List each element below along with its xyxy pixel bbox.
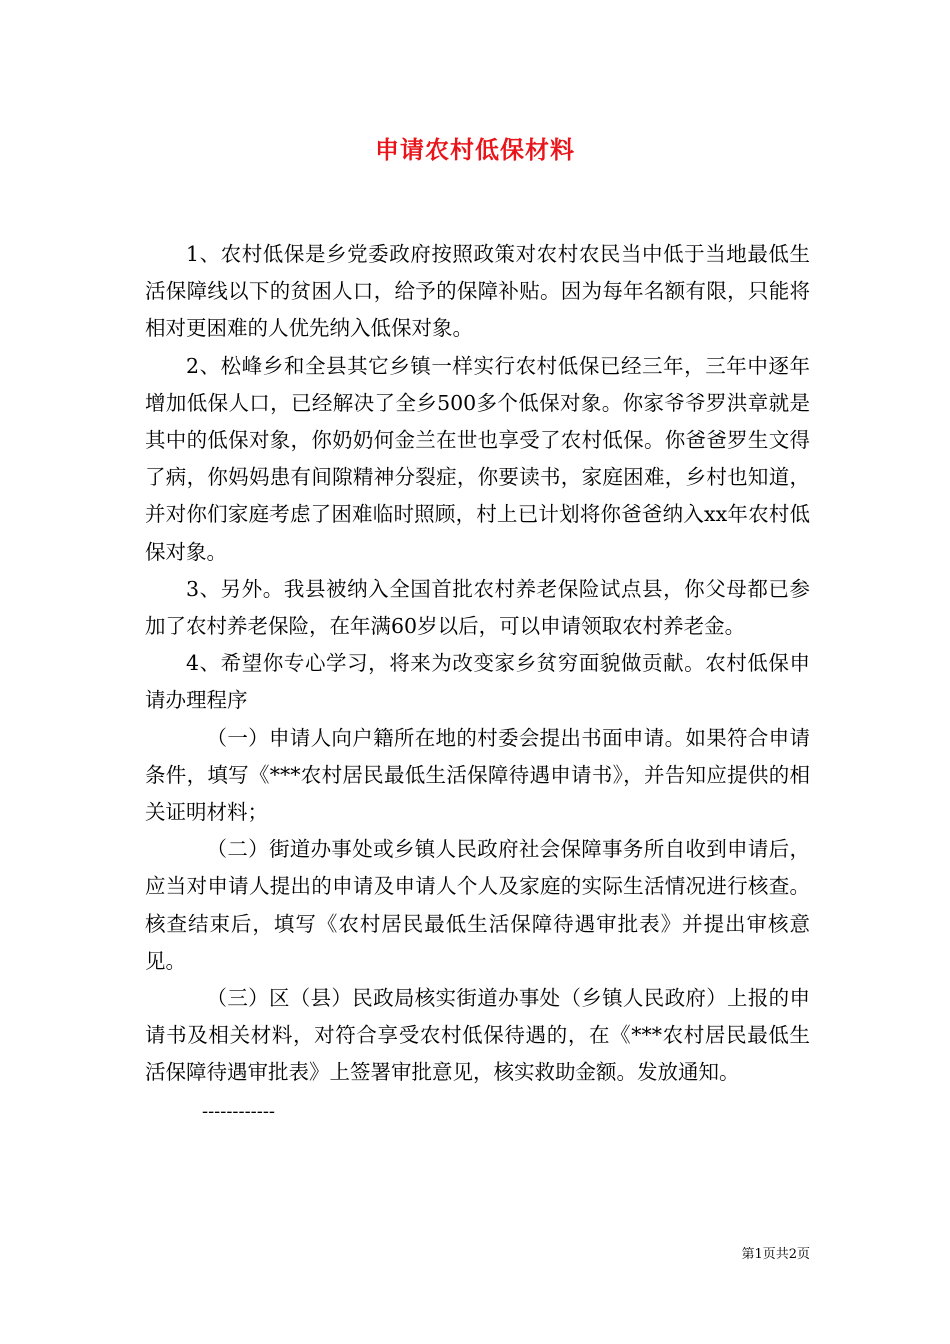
document-body: [145, 236, 810, 1122]
paragraph-1: 1、农村低保是乡党委政府按照政策对农村农民当中低于当地最低生活保障线以下的贫困人口，给予的保障补贴。因为每年名额有限，只能将相对更困难的人优先纳入低保对象。: [145, 242, 810, 341]
paragraph-3: 3、另外。我县被纳入全国首批农村养老保险试点县，你父母都已参加了农村养老保险，在年满60岁以后，可以申请领取农村养老金。: [145, 576, 810, 639]
procedure-step-3: （三）区（县）民政局核实街道办事处（乡镇人民政府）上报的申请书及相关材料，对符合享受农村低保待遇的，在《***农村居民最低生活保障待遇审批表》上签署审批意见，核实救助金额。发放通知。: [145, 986, 810, 1085]
paragraph-4: 4、希望你专心学习，将来为改变家乡贫穷面貌做贡献。农村低保申请办理程序: [145, 651, 810, 713]
page-number: 第1页共2页: [741, 1247, 810, 1262]
procedure-step-2: （二）街道办事处或乡镇人民政府社会保障事务所自收到申请后，应当对申请人提出的申请及申请人个人及家庭的实际生活情况进行核查。核查结束后，填写《农村居民最低生活保障待遇审批表》并提出审核意见。: [145, 837, 810, 973]
section-separator: ------------: [202, 1100, 275, 1122]
document-title: 申请农村低保材料: [375, 135, 575, 164]
paragraph-2: 2、松峰乡和全县其它乡镇一样实行农村低保已经三年，三年中逐年增加低保人口，已经解决了全乡500多个低保对象。你家爷爷罗洪章就是其中的低保对象，你奶奶何金兰在世也享受了农村低保。你爸爸罗生文得了病，你妈妈患有间隙精神分裂症，你要读书，家庭困难，乡村也知道，并对你们家庭考虑了困难临时照顾，村上已计划将你爸爸纳入xx年农村低保对象。: [145, 353, 810, 564]
procedure-step-1: （一）申请人向户籍所在地的村委会提出书面申请。如果符合申请条件，填写《***农村居民最低生活保障待遇申请书》，并告知应提供的相关证明材料；: [145, 725, 810, 825]
